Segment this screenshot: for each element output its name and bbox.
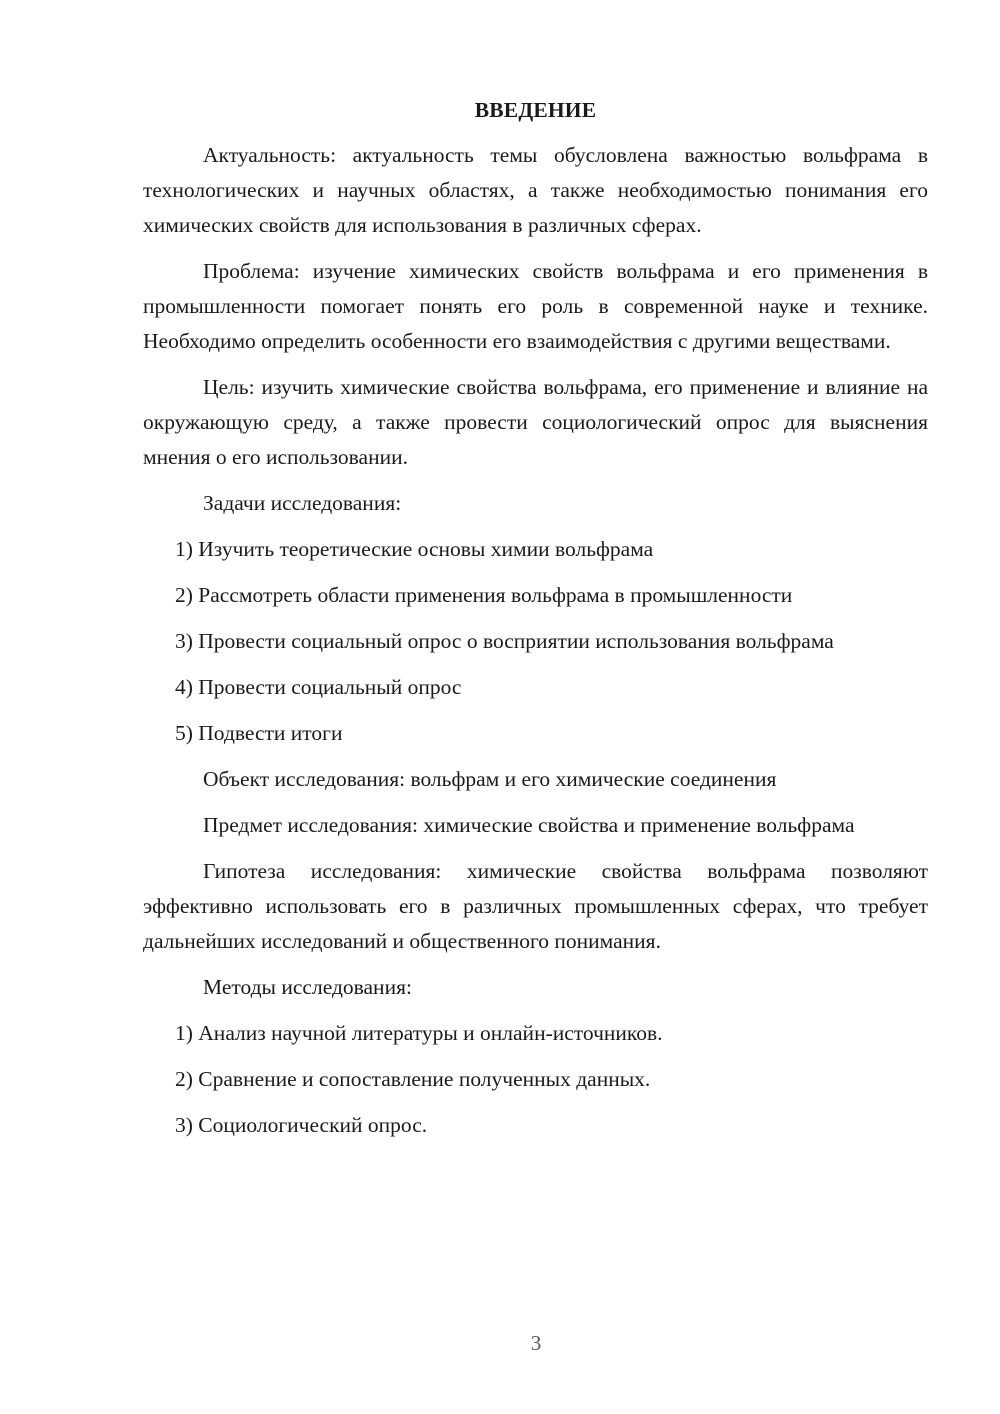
goal-paragraph: Цель: изучить химические свойства вольфрама, его применение и влияние на окружающую среду, а также провести социологический опрос для выяснения мнения о его использовании. xyxy=(143,375,928,469)
task-item: 2) Рассмотреть области применения вольфрама в промышленности xyxy=(175,583,793,607)
method-item: 1) Анализ научной литературы и онлайн-источников. xyxy=(175,1021,663,1045)
section-title: ВВЕДЕНИЕ xyxy=(474,98,597,122)
methods-label: Методы исследования: xyxy=(203,975,412,999)
object-paragraph: Объект исследования: вольфрам и его химические соединения xyxy=(203,767,777,791)
tasks-label: Задачи исследования: xyxy=(203,491,402,515)
task-item: 5) Подвести итоги xyxy=(175,721,343,745)
task-item: 3) Провести социальный опрос о восприятии использования вольфрама xyxy=(175,629,834,653)
document-page xyxy=(143,93,928,1154)
method-item: 3) Социологический опрос. xyxy=(175,1113,428,1137)
relevance-paragraph: Актуальность: актуальность темы обусловлена важностью вольфрама в технологических и научных областях, а также необходимостью понимания его химических свойств для использования в различных сферах. xyxy=(143,143,928,237)
task-item: 1) Изучить теоретические основы химии вольфрама xyxy=(175,537,654,561)
task-item: 4) Провести социальный опрос xyxy=(175,675,462,699)
method-item: 2) Сравнение и сопоставление полученных данных. xyxy=(175,1067,651,1091)
hypothesis-paragraph: Гипотеза исследования: химические свойства вольфрама позволяют эффективно использовать его в различных промышленных сферах, что требует дальнейших исследований и общественного понимания. xyxy=(143,859,928,953)
page-number: 3 xyxy=(530,1331,542,1355)
problem-paragraph: Проблема: изучение химических свойств вольфрама и его применения в промышленности помогает понять его роль в современной науке и технике. Необходимо определить особенности его взаимодействия с другими веществами. xyxy=(143,259,928,353)
subject-paragraph: Предмет исследования: химические свойства и применение вольфрама xyxy=(203,813,855,837)
